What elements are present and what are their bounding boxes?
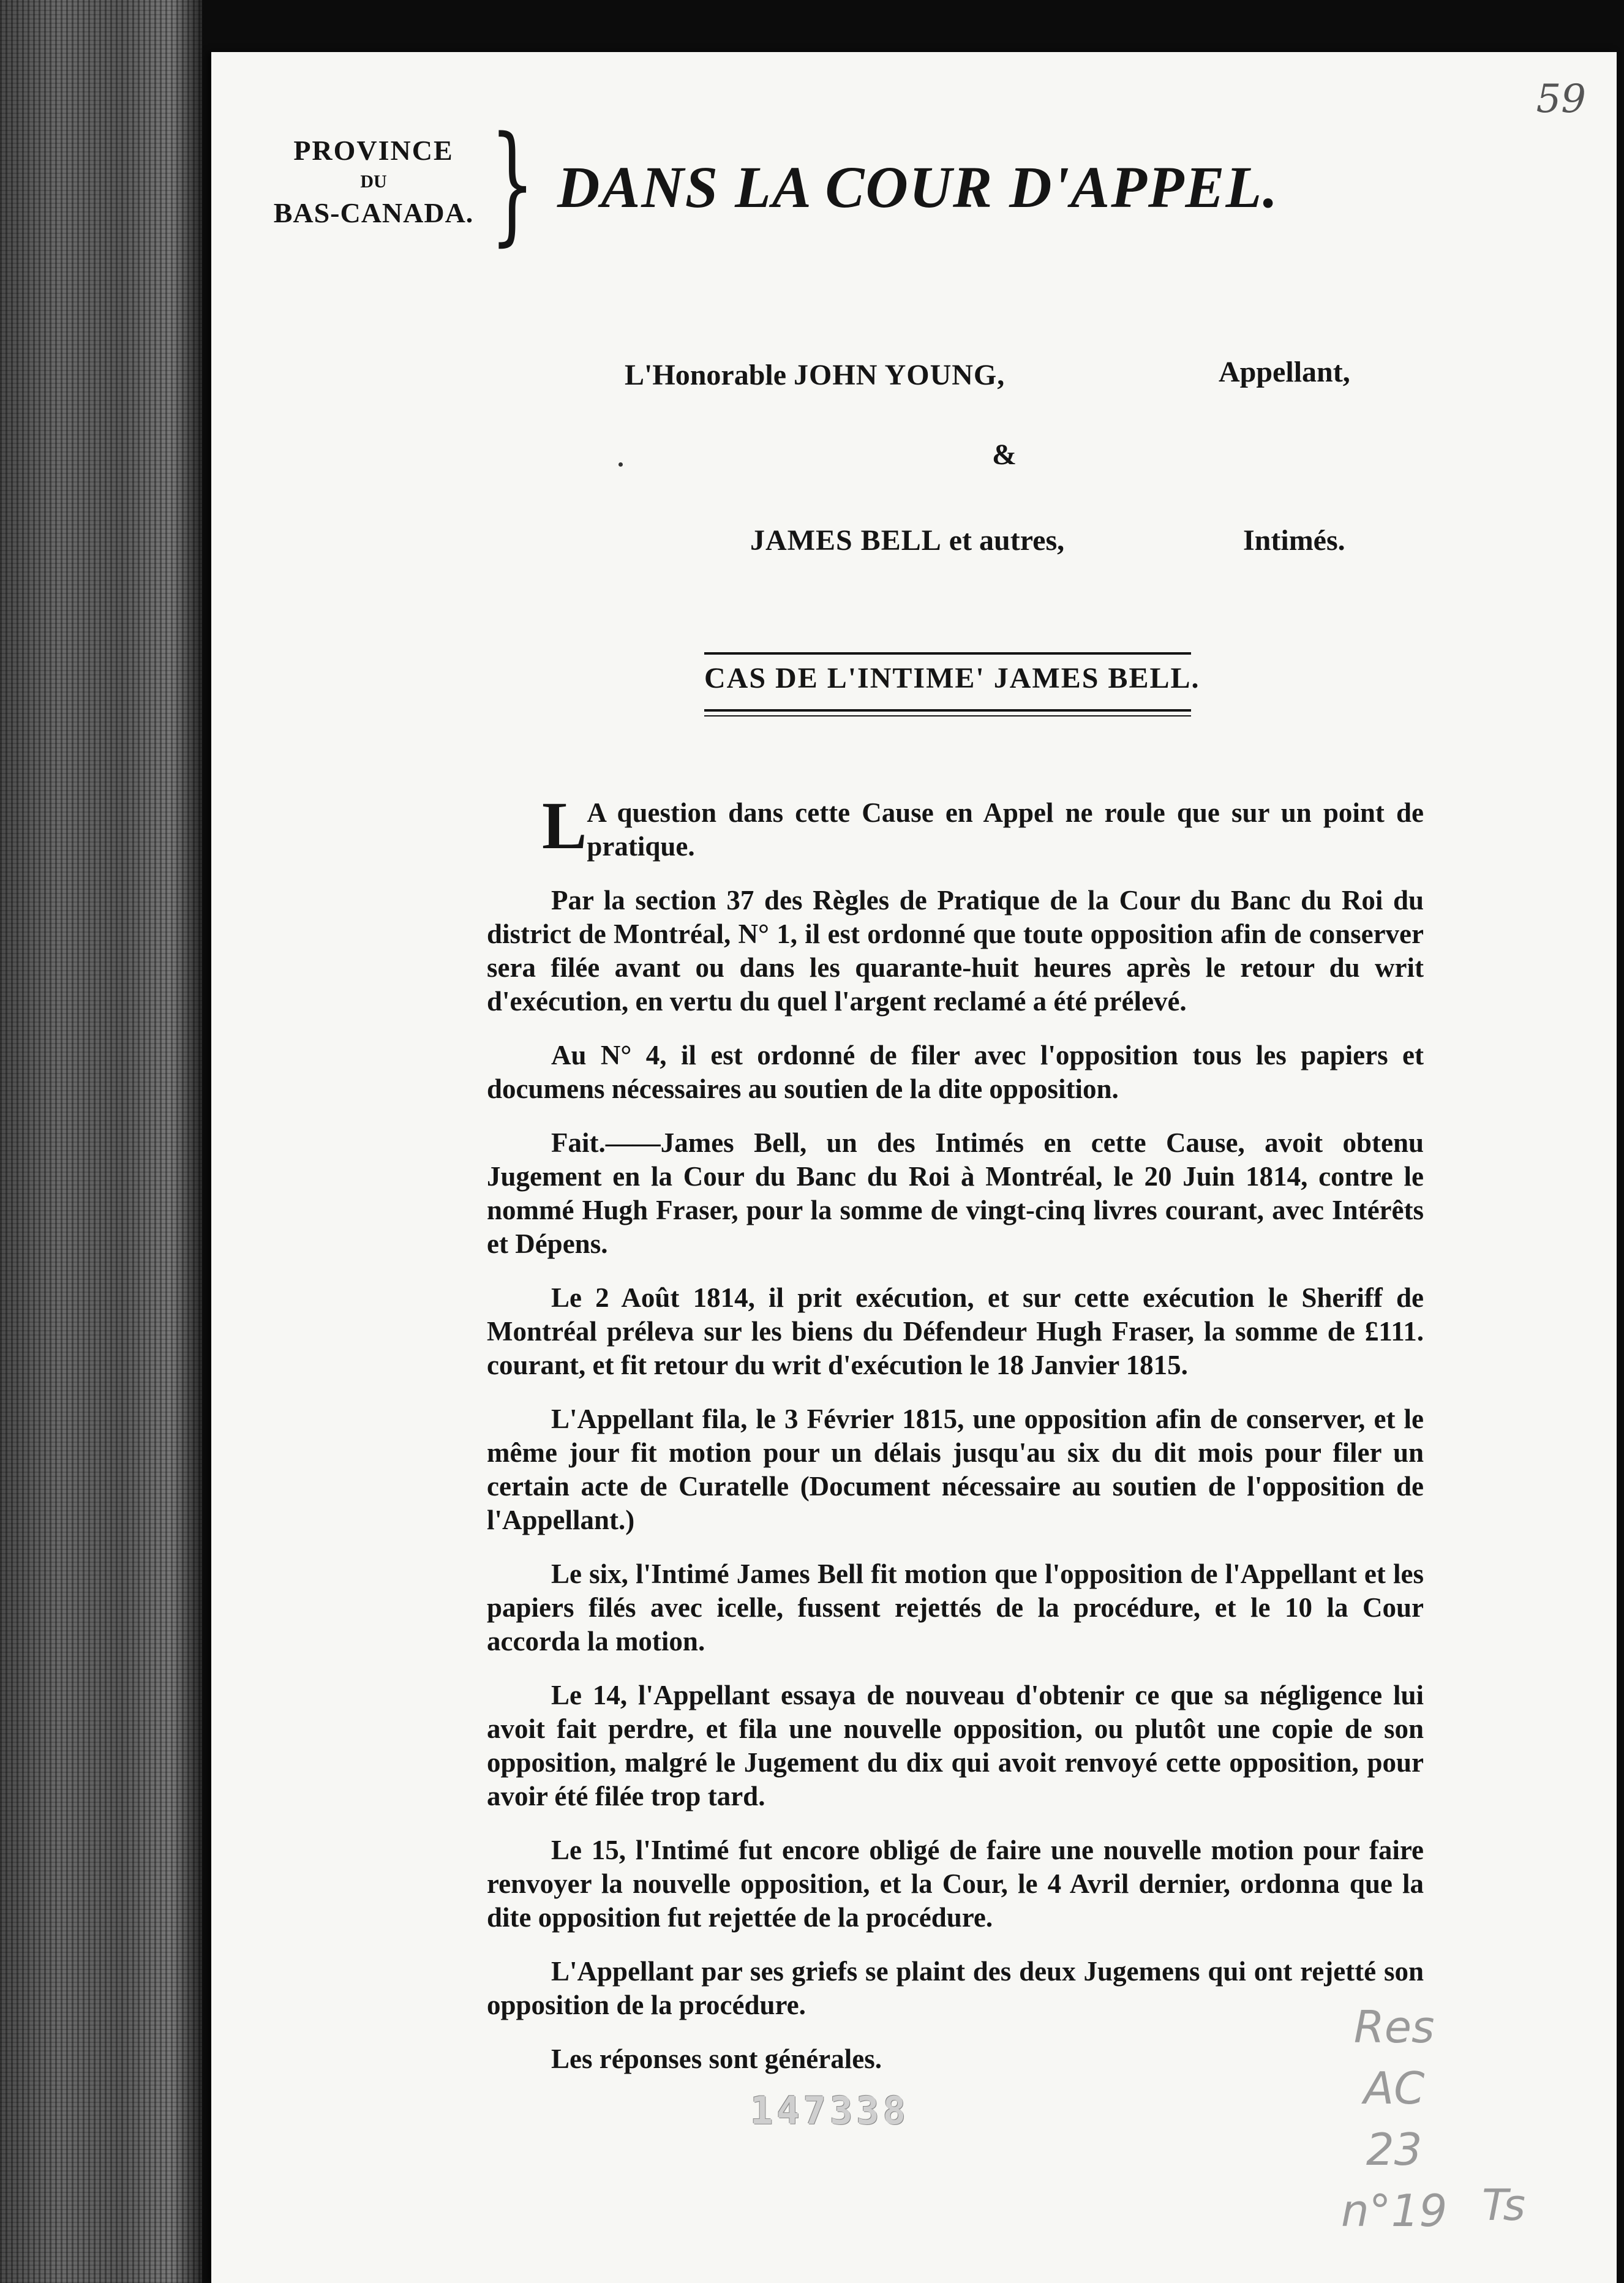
paragraph-6: L'Appellant fila, le 3 Février 1815, une opposition afin de conserver, et le même jour fit motion pour un délais jusqu'au six du dit mois pour filer un certain acte de Curatelle (Document nécessaire au soutien de l'opposition de l'Appellant.)	[487, 1404, 1424, 1535]
province-line-1: PROVINCE	[293, 135, 454, 166]
court-title: DANS LA COUR D'APPEL.	[557, 154, 1279, 220]
curly-brace-icon: }	[490, 108, 535, 258]
paragraph-2: Par la section 37 des Règles de Pratique de la Cour du Banc du Roi du district de Montréal, N° 1, il est ordonné que toute opposition afin de conserver sera filée avant ou dans les quarante-huit heures après le retour du writ d'exécution, en vertu du quel l'argent reclamé a été prélevé.	[487, 885, 1424, 1017]
paragraph-1-text: A question dans cette Cause en Appel ne roule que sur un point de pratique.	[587, 797, 1424, 862]
paragraph-5: Le 2 Août 1814, il prit exécution, et sur cette exécution le Sheriff de Montréal préleva sur les biens du Défendeur Hugh Fraser, la somme de £111. courant, et fit retour du writ d'exécution le 18 Janvier 1815.	[487, 1282, 1424, 1380]
paragraph-10: L'Appellant par ses griefs se plaint des deux Jugemens qui ont rejetté son opposition de la procédure.	[487, 1956, 1424, 2020]
case-title-top-rule	[704, 652, 1191, 655]
ink-speck	[618, 462, 623, 467]
province-line-3: BAS-CANADA.	[273, 197, 474, 228]
case-body	[487, 788, 1424, 2096]
paragraph-8: Le 14, l'Appellant essaya de nouveau d'obtenir ce que sa négligence lui avoit fait perdre, et fila une nouvelle opposition, ou plutôt une copie de son opposition, malgré le Jugement du dix qui avoit renvoyé cette opposition, pour avoir été filée trop tard.	[487, 1680, 1424, 1811]
call-number	[1341, 1996, 1447, 2241]
appellant-prefix: L'Honorable	[625, 359, 787, 391]
call-number-line-3: 23	[1366, 2124, 1423, 2175]
respondent-suffix: et autres,	[949, 524, 1065, 557]
case-title-bottom-rule-2	[704, 715, 1191, 716]
appellant-role: Appellant,	[1219, 356, 1350, 388]
paragraph-7: Le six, l'Intimé James Bell fit motion que l'opposition de l'Appellant et les papiers filés avec icelle, fussent rejettés de la procédure, et le 10 la Cour accorda la motion.	[487, 1559, 1424, 1657]
paragraph-9: Le 15, l'Intimé fut encore obligé de faire une nouvelle motion pour faire renvoyer la nouvelle opposition, et la Cour, le 4 Avril dernier, ordonna que la dite opposition fut rejettée de la procédure.	[487, 1835, 1424, 1933]
ampersand: &	[992, 438, 1017, 471]
call-number-line-5: Ts	[1482, 2180, 1525, 2230]
paragraph-1	[487, 788, 1424, 863]
appellant-line	[625, 358, 1005, 392]
province-line-2: DU	[360, 171, 387, 192]
book-binding-edge	[0, 0, 202, 2283]
call-number-line-1: Res	[1353, 2001, 1435, 2053]
case-title-bottom-rule-1	[704, 709, 1191, 712]
folio-number: 59	[1536, 77, 1586, 122]
province-block	[263, 132, 484, 232]
respondent-line	[750, 524, 1064, 557]
case-title: CAS DE L'INTIME' JAMES BELL.	[704, 662, 1200, 694]
accession-stamp: 147338	[750, 2088, 909, 2133]
respondent-name: JAMES BELL	[750, 524, 942, 557]
call-number-line-2: AC	[1363, 2063, 1425, 2114]
respondent-role: Intimés.	[1243, 524, 1345, 557]
appellant-name: JOHN YOUNG,	[794, 359, 1006, 391]
drop-cap: L	[542, 788, 587, 863]
paragraph-11: Les réponses sont générales.	[551, 2044, 882, 2074]
call-number-line-4: n°19	[1341, 2185, 1448, 2236]
paragraph-4: Fait.——James Bell, un des Intimés en cette Cause, avoit obtenu Jugement en la Cour du Banc du Roi à Montréal, le 20 Juin 1814, contre le nommé Hugh Fraser, pour la somme de vingt-cinq livres courant, avec Intérêts et Dépens.	[487, 1127, 1424, 1259]
document-header	[263, 108, 1427, 291]
paragraph-3: Au N° 4, il est ordonné de filer avec l'opposition tous les papiers et documens nécessaires au soutien de la dite opposition.	[487, 1040, 1424, 1104]
